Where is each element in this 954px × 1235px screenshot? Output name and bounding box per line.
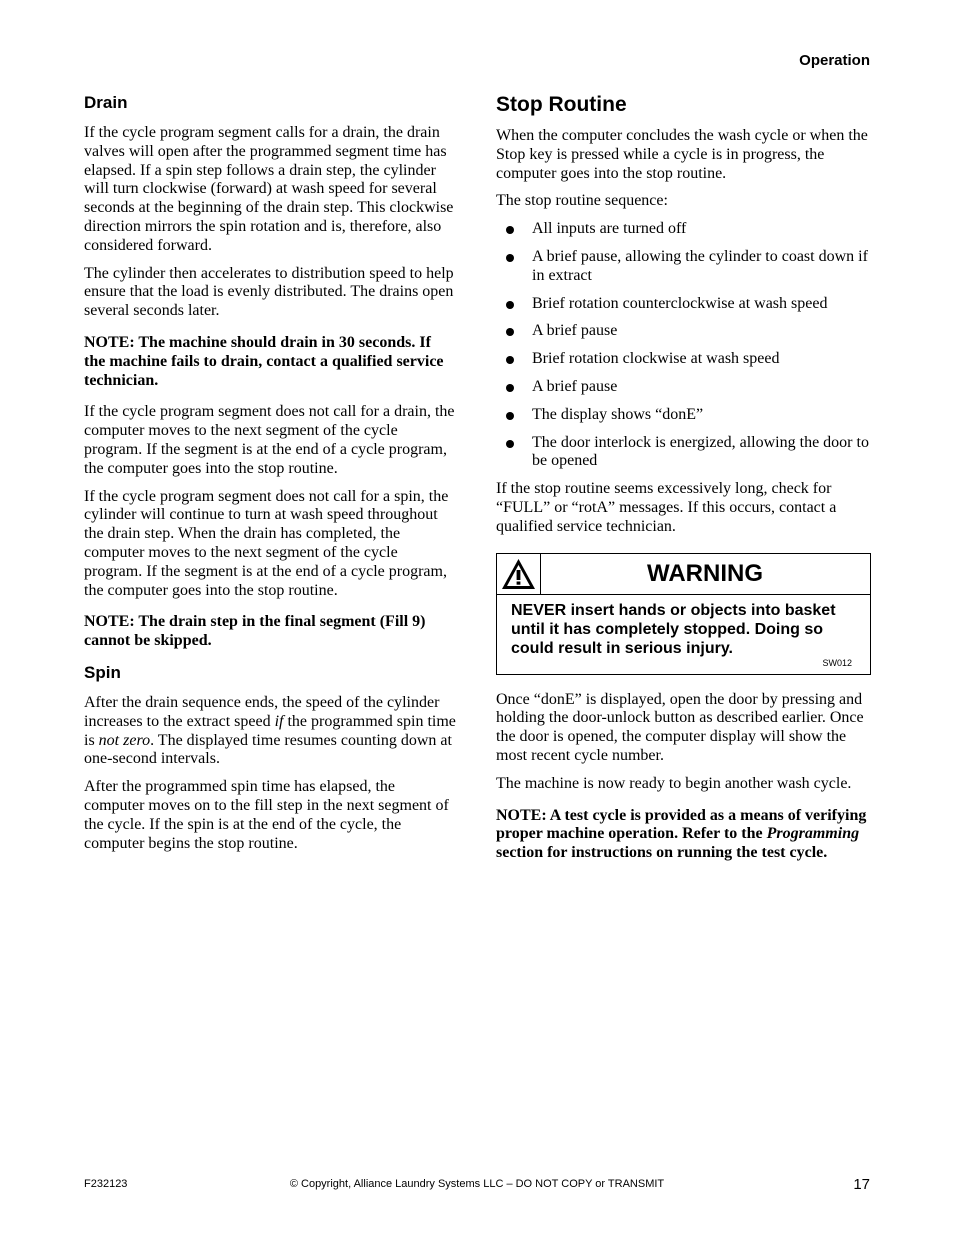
warning-header — [497, 554, 870, 595]
spin-heading: Spin — [84, 662, 121, 682]
emphasis-if: if — [274, 712, 284, 730]
bullet-icon — [506, 254, 514, 262]
page-number: 17 — [853, 1176, 870, 1193]
emphasis-not-zero: not zero — [98, 731, 151, 749]
stop-routine-heading: Stop Routine — [496, 93, 627, 116]
bullet-icon — [506, 226, 514, 234]
warning-title: WARNING — [647, 559, 763, 587]
bullet-icon — [506, 384, 514, 392]
drain-note-2: NOTE: The drain step in the final segment (Fill 9) cannot be skipped. — [84, 613, 426, 650]
list-item: All inputs are turned off — [496, 220, 871, 239]
document-number: F232123 — [84, 1178, 128, 1190]
stop-paragraph-4: Once “donE” is displayed, open the door by pressing and holding the door-unlock button as described earlier. Once the door is opened, the computer display will show the most recent cycle number. — [496, 690, 864, 764]
list-item: Brief rotation clockwise at wash speed — [496, 350, 871, 369]
drain-note-1: NOTE: The machine should drain in 30 seconds. If the machine fails to drain, contact a qualified service technician. — [84, 333, 444, 389]
drain-paragraph-4: If the cycle program segment does not call for a spin, the cylinder will continue to turn at wash speed throughout the drain step. When the drain has completed, the computer moves to the next segment of the cycle program. If the segment is at the end of a cycle program, the computer goes into the stop routine. — [84, 487, 449, 599]
list-item: Brief rotation counterclockwise at wash speed — [496, 295, 871, 314]
spin-paragraph-1: After the drain sequence ends, the speed of the cylinder increases to the extract speed if the programmed spin time is not zero. The displayed time resumes counting down at one-second intervals. — [84, 693, 456, 768]
warning-text: NEVER insert hands or objects into basket until it has completely stopped. Doing so could result in serious injury. — [511, 601, 836, 657]
emphasis-programming: Programming — [766, 825, 860, 843]
bullet-icon — [506, 412, 514, 420]
stop-sequence-list — [496, 220, 871, 471]
stop-paragraph-3: If the stop routine seems excessively long, check for “FULL” or “rotA” messages. If this occurs, contact a qualified service technician. — [496, 480, 837, 535]
bullet-icon — [506, 301, 514, 309]
bullet-icon — [506, 356, 514, 364]
warning-body — [497, 595, 870, 674]
copyright-notice: © Copyright, Alliance Laundry Systems LLC – DO NOT COPY or TRANSMIT — [289, 1178, 665, 1190]
warning-code: SW012 — [822, 657, 852, 668]
test-cycle-note: NOTE: A test cycle is provided as a means of verifying proper machine operation. Refer to the Programming section for instructions on running the test cycle. — [496, 806, 867, 862]
drain-paragraph-3: If the cycle program segment does not call for a drain, the computer moves to the next segment of the cycle program. If the segment is at the end of a cycle program, the computer goes into the stop routine. — [84, 403, 455, 477]
drain-heading: Drain — [84, 93, 128, 112]
stop-paragraph-5: The machine is now ready to begin another wash cycle. — [496, 774, 852, 792]
list-item: A brief pause — [496, 378, 871, 397]
list-item: The display shows “donE” — [496, 406, 871, 425]
list-item: A brief pause — [496, 322, 871, 341]
spin-paragraph-2: After the programmed spin time has elapsed, the computer moves on to the fill step in the next segment of the cycle. If the spin is at the end of the cycle, the computer begins the stop routine. — [84, 778, 449, 852]
list-item: The door interlock is energized, allowing the door to be opened — [496, 434, 871, 472]
bullet-icon — [506, 440, 514, 448]
warning-triangle-icon — [497, 554, 541, 594]
right-column — [496, 92, 871, 876]
drain-paragraph-1: If the cycle program segment calls for a drain, the drain valves will open after the programmed segment time has elapsed. If a spin step follows a drain step, the cylinder will turn clockwise (forward) at wash speed for several seconds at the beginning of the drain step. This clockwise direction mirrors the spin rotation and is, therefore, also considered forward. — [84, 124, 454, 254]
left-column — [84, 92, 456, 862]
drain-paragraph-2: The cylinder then accelerates to distribution speed to help ensure that the load is evenly distributed. The drains open several seconds later. — [84, 264, 454, 320]
list-item: A brief pause, allowing the cylinder to coast down if in extract — [496, 248, 871, 286]
warning-box — [496, 553, 871, 675]
stop-paragraph-2: The stop routine sequence: — [496, 192, 668, 210]
running-header: Operation — [799, 52, 870, 69]
bullet-icon — [506, 328, 514, 336]
stop-paragraph-1: When the computer concludes the wash cycle or when the Stop key is pressed while a cycle is in progress, the computer goes into the stop routine. — [496, 127, 868, 182]
